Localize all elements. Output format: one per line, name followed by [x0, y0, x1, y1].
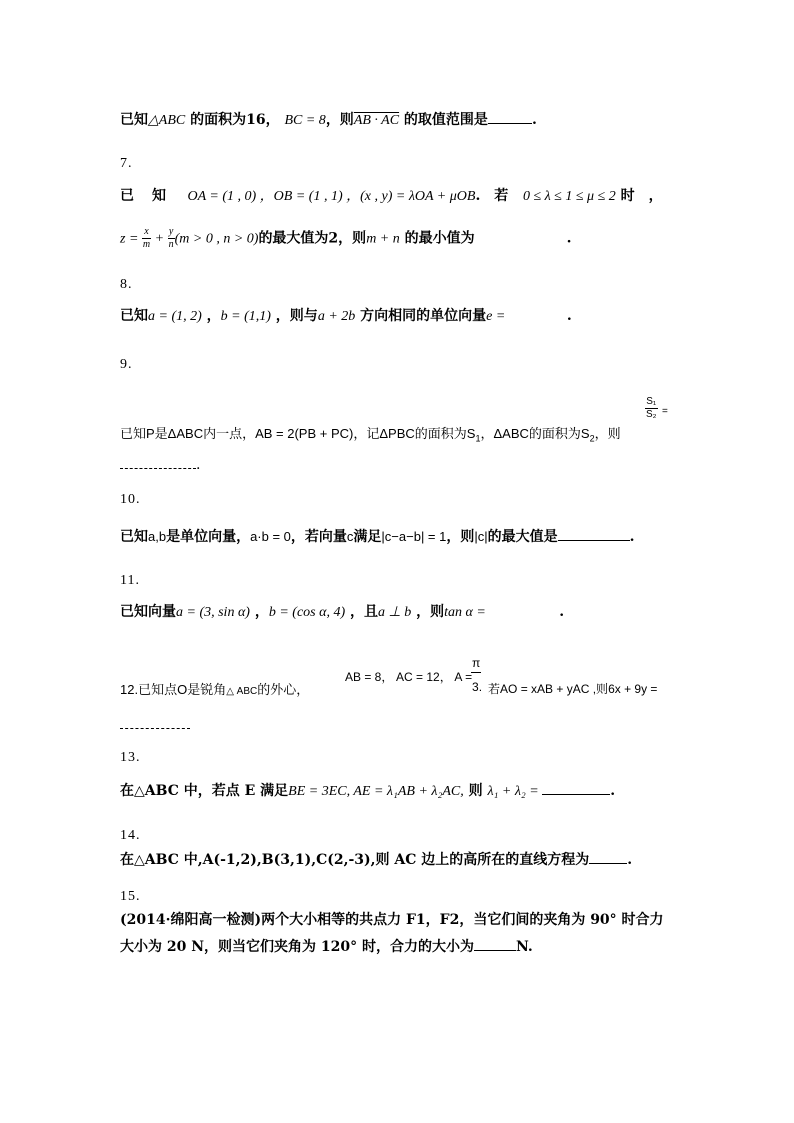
q10-end: . [629, 529, 635, 545]
q9-vector-eq: AB = 2(PB + PC) [255, 426, 354, 441]
q12-dot: . [478, 680, 483, 694]
q13-sum: λ₁ + λ₂ = [487, 784, 543, 799]
q12-three-digit: 3 [472, 680, 479, 694]
q9-answer-blank [120, 454, 196, 469]
q7-line1-a: 已 知 [120, 188, 168, 204]
q10-c: c [346, 529, 354, 544]
q8-expr: a + 2b [317, 309, 356, 324]
q8-line [120, 306, 572, 327]
q13-number: 13. [120, 750, 141, 765]
q6-triangle: △ [148, 113, 159, 128]
q9-frac-den: S₂ [646, 409, 657, 420]
q6-line [120, 109, 537, 131]
q8-number: 8. [120, 277, 133, 292]
q6-prefix: 已知 [120, 112, 148, 128]
q14-text: 在△ABC 中,A(-1,2),B(3,1),C(2,-3),则 AC 边上的高所在的直线方程为 [120, 852, 590, 868]
q10-text1: 是单位向量， [166, 529, 251, 545]
q10-prefix: 已知 [120, 529, 148, 545]
q9-sub2: 2 [589, 433, 595, 444]
q6-area-text: 的面积为16， [185, 112, 285, 128]
q12-pi: π [472, 656, 481, 670]
q10-abs: |c| [474, 529, 488, 544]
q8-unit-e: e = [486, 309, 509, 324]
q10-cond: |c−a−b| = 1 [381, 529, 447, 544]
q6-tail: 的取值范围是 [399, 112, 488, 128]
q7-frac1-den: m [142, 239, 151, 250]
q7-line2 [120, 226, 572, 251]
q12-expr: 6x + 9y = [608, 682, 658, 696]
q9-text4: ，则 [594, 426, 621, 441]
q15-line2-text: 大小为 20 N，则当它们夹角为 120° 时，合力的大小为 [120, 939, 474, 955]
q9-equals: = [662, 406, 668, 417]
q9-line [120, 424, 621, 449]
q9-text3: ，ΔABC的面积为S [480, 426, 590, 441]
q11-number: 11. [120, 573, 140, 588]
q12-text4: ,则 [589, 682, 609, 696]
q8-end: . [566, 308, 572, 324]
q13-then: 则 [463, 783, 488, 799]
q12-tail [488, 680, 657, 697]
q12-given: AB = 8， AC = 12， A = [345, 670, 473, 684]
q12-frac-bar [471, 672, 481, 673]
q14-line [120, 849, 632, 870]
q7-line2-b: 的最大值为2，则 [258, 230, 367, 247]
q6-end: . [531, 112, 537, 128]
q7-cond: (m > 0 , n > 0) [174, 231, 259, 247]
q9-number: 9. [120, 357, 133, 372]
q13-end: . [610, 783, 616, 799]
q7-mn: m + n [366, 231, 400, 247]
q7-frac2-num: y [168, 226, 174, 237]
q14-answer-blank [589, 849, 627, 864]
q7-end: . [566, 230, 572, 247]
q7-frac-y-n [168, 226, 175, 251]
q6-then: ，则 [325, 112, 354, 128]
q12-text2: 的外心， [257, 682, 310, 697]
q8-sep: ， [201, 308, 221, 324]
q9-answer-line [120, 454, 200, 475]
q7-frac-x-m [142, 226, 151, 251]
q7-frac2-den: n [168, 239, 174, 250]
q11-vector-a: a = (3, sin α) [176, 605, 250, 620]
q13-answer-blank [542, 780, 610, 795]
q9-frac-num: S₁ [646, 396, 657, 407]
q10-text5: 的最大值是 [487, 529, 558, 545]
q10-number: 10. [120, 492, 141, 507]
q10-answer-blank [558, 526, 630, 541]
q7-line1-e: 时 ， [615, 188, 663, 204]
q8-mid: ，则与 [270, 308, 318, 324]
q10-text3: 满足 [353, 529, 382, 545]
q8-vector-b: b = (1,1) [220, 309, 271, 324]
q10-text4: ，则 [446, 529, 475, 545]
q10-dot: a·b = 0 [250, 529, 291, 544]
q15-unit: N. [516, 939, 533, 955]
q10-ab: a,b [148, 529, 167, 544]
q12-ao: AO = xAB + yAC [500, 682, 590, 696]
q6-product: AB · AC [353, 113, 400, 128]
q7-range: 0 ≤ λ ≤ 1 ≤ μ ≤ 2 [522, 189, 616, 204]
q13-line [120, 780, 615, 802]
q11-perp: a ⊥ b [378, 605, 412, 620]
q7-z: z = [120, 231, 142, 247]
q11-end: . [559, 604, 565, 620]
q8-vector-a: a = (1, 2) [148, 309, 202, 324]
q12-three [472, 680, 482, 694]
q6-bc: BC = 8 [284, 113, 326, 128]
q7-line1 [120, 186, 663, 207]
q6-abc: ABC [158, 113, 186, 128]
q11-vector-b: b = (cos α, 4) [268, 605, 346, 620]
q9-text2: ，记ΔPBC的面积为S [353, 426, 476, 441]
q7-frac1-num: x [142, 226, 151, 239]
q10-text2: ，若向量 [290, 529, 347, 545]
q11-prefix: 已知向量 [120, 604, 176, 620]
q14-number: 14. [120, 828, 141, 843]
q10-line [120, 526, 635, 547]
q11-tail: ，则 [411, 604, 445, 620]
q15-line1: (2014·绵阳高一检测)两个大小相等的共点力 F1，F2，当它们间的夹角为 90° 时合力 [120, 912, 664, 928]
q15-number: 15. [120, 889, 141, 904]
q7-vectors: OA = (1 , 0) ，OB = (1 , 1) ，(x , y) = λOA + μOB [187, 189, 476, 204]
q12-line [120, 680, 309, 702]
q11-sep: ， [249, 604, 269, 620]
q9-end: . [196, 457, 201, 473]
q12-text1: 已知点O是锐角 [138, 682, 227, 697]
q11-line [120, 602, 564, 623]
q12-number: 12. [120, 682, 139, 697]
q12-text3: 若 [488, 682, 501, 696]
q6-answer-blank [488, 109, 532, 124]
q9-text1: 已知P是ΔABC内一点， [120, 426, 256, 441]
q7-line2-c: 的最小值为 [399, 230, 475, 247]
q8-prefix: 已知 [120, 308, 148, 324]
q13-cond: BE = 3EC, AE = λ₁AB + λ₂AC, [288, 784, 464, 799]
q11-mid: ，且 [345, 604, 379, 620]
q9-sub1: 1 [475, 433, 481, 444]
q15-line2 [120, 936, 533, 957]
q8-tail: 方向相同的单位向量 [355, 308, 487, 324]
q12-triangle: △ ABC [226, 686, 258, 697]
q12-answer-blank [120, 714, 190, 729]
q14-end: . [627, 852, 633, 868]
q9-frac-s1-s2 [645, 396, 658, 421]
q7-line1-c: . 若 [475, 188, 509, 204]
q13-prefix: 在△ABC 中，若点 E 满足 [120, 783, 289, 799]
q12-answer-line [120, 714, 190, 735]
q11-tan: tan α = [444, 605, 490, 620]
q15-answer-blank [474, 936, 516, 951]
q7-number: 7. [120, 156, 133, 171]
q7-plus: + [151, 231, 168, 247]
